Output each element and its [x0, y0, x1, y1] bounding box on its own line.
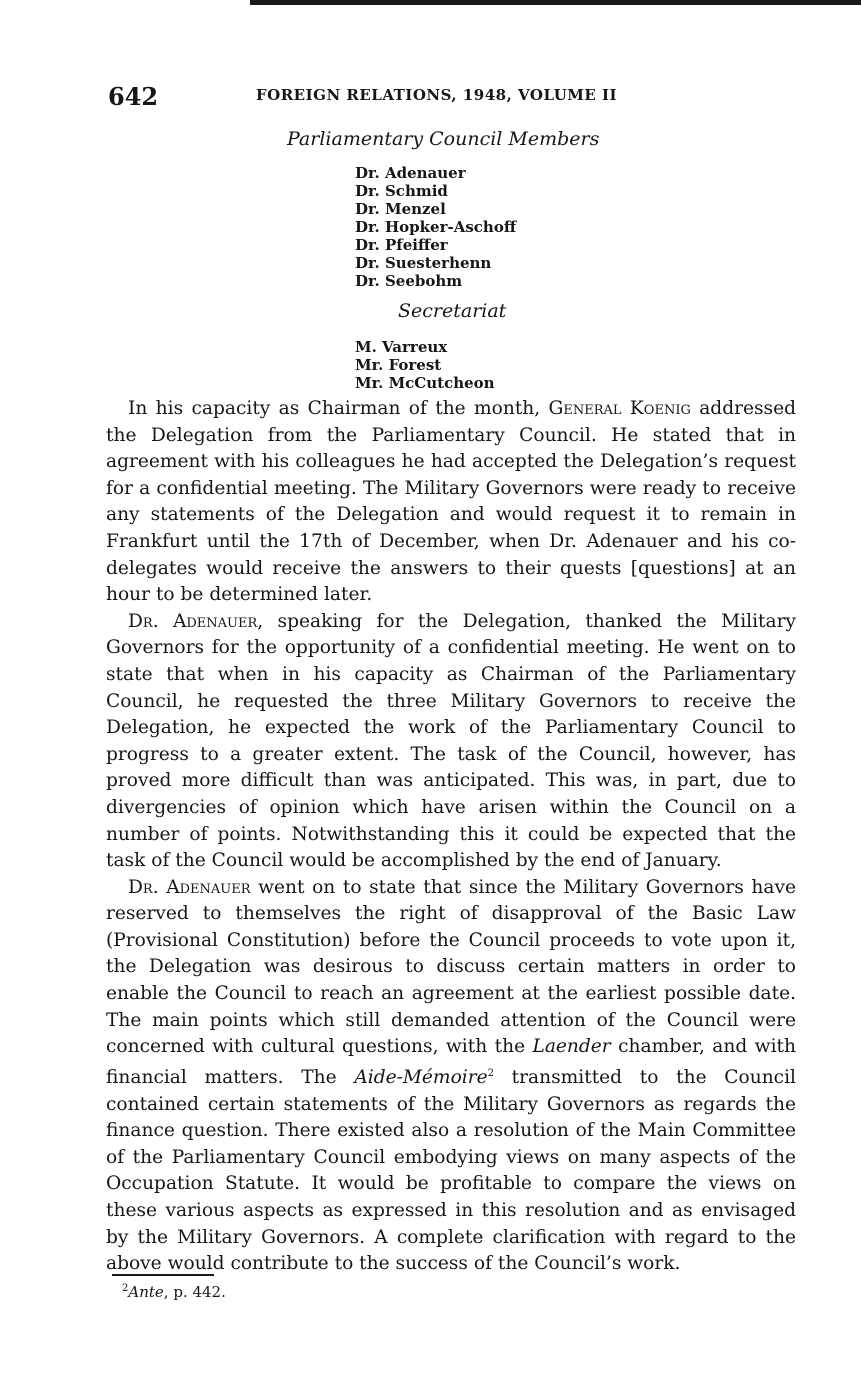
secretariat-member: M. Varreux: [355, 338, 448, 356]
secretariat-list: [355, 338, 495, 392]
top-rule: [250, 0, 861, 5]
secretariat-member: Mr. Forest: [355, 356, 442, 374]
aide-memoire-term: Aide-Mémoire: [354, 1067, 488, 1089]
member-name: Dr. Seebohm: [355, 272, 463, 290]
secretariat-member: Mr. McCutcheon: [355, 374, 495, 392]
speaker-name: Dr. Adenauer: [128, 610, 258, 632]
paragraph-2: [106, 609, 796, 875]
paragraph-1-lead: In his capacity as Chairman of the month,: [128, 398, 549, 419]
speaker-name: Dr. Adenauer: [128, 876, 251, 898]
paragraph-2-text: , speaking for the Delegation, thanked the Military Governors for the opportunity of a confidential meeting. He went on to state that when in his capacity as Chairman of the Parliamentary Council, he requested the three Military Governors to receive the Delegation, he expected the work of the Parliamentary Council to progress to a greater extent. The task of the Council, however, has proved more difficult than was anticipated. This was, in part, due to divergencies of opinion which have arisen within the Council on a number of points. Notwithstanding this it could be expected that the task of the Council would be accomplished by the end of January.: [106, 610, 796, 872]
body-text: [106, 396, 796, 1278]
member-name: Dr. Suesterhenn: [355, 254, 492, 272]
running-title: FOREIGN RELATIONS, 1948, VOLUME II: [256, 86, 618, 104]
parliamentary-council-heading: Parliamentary Council Members: [287, 128, 600, 150]
secretariat-heading: Secretariat: [398, 300, 507, 322]
member-name: Dr. Hopker-Aschoff: [355, 218, 517, 236]
member-name: Dr. Menzel: [355, 200, 446, 218]
page-number: 642: [108, 82, 159, 111]
paragraph-3: [106, 875, 796, 1278]
footnote-rule: [112, 1274, 214, 1276]
footnote-ref: , p. 442.: [163, 1283, 226, 1301]
parliamentary-council-list: [355, 164, 516, 290]
paragraph-3-text-c: transmitted to the Council contained certain statements of the Military Governors as regards the finance question. There existed also a resolution of the Main Committee of the Parliamentary Council embodying views on many aspects of the Occupation Statute. It would be profitable to compare the views on these various aspects as expressed in this resolution and as envisaged by the Military Governors. A complete clarification with regard to the above would contribute to the success of the Council’s work.: [106, 1067, 796, 1275]
speaker-name: General Koenig: [548, 398, 691, 419]
member-name: Dr. Schmid: [355, 182, 448, 200]
paragraph-3-text-a: went on to state that since the Military Governors have reserved to themselves the right of disapproval of the Basic Law (Provisional Constitution) before the Council proceeds to vote upon it, the Delegation was desirous to discuss certain matters in order to enable the Council to reach an agreement at the earliest possible date. The main points which still demanded attention of the Council were concerned with cultural questions, with the: [106, 876, 796, 1058]
footnote-reference: 2: [487, 1067, 494, 1079]
footnote-ante: Ante: [128, 1283, 164, 1301]
paragraph-1: [106, 396, 796, 609]
paragraph-1-text: addressed the Delegation from the Parliamentary Council. He stated that in agreement with his colleagues he had accepted the Delegation’s request for a confidential meeting. The Military Governors were ready to receive any statements of the Delegation and would request it to remain in Frankfurt until the 17th of December, when Dr. Adenauer and his co-delegates would receive the answers to their quests [questions] at an hour to be determined later.: [106, 398, 796, 606]
paragraph-3-text-b: chamber, and with financial matters. The: [106, 1036, 796, 1089]
footnote-marker: 2: [122, 1283, 129, 1294]
laender-term: Laender: [532, 1036, 611, 1058]
footnote: [122, 1283, 226, 1301]
member-name: Dr. Pfeiffer: [355, 236, 448, 254]
member-name: Dr. Adenauer: [355, 164, 466, 182]
